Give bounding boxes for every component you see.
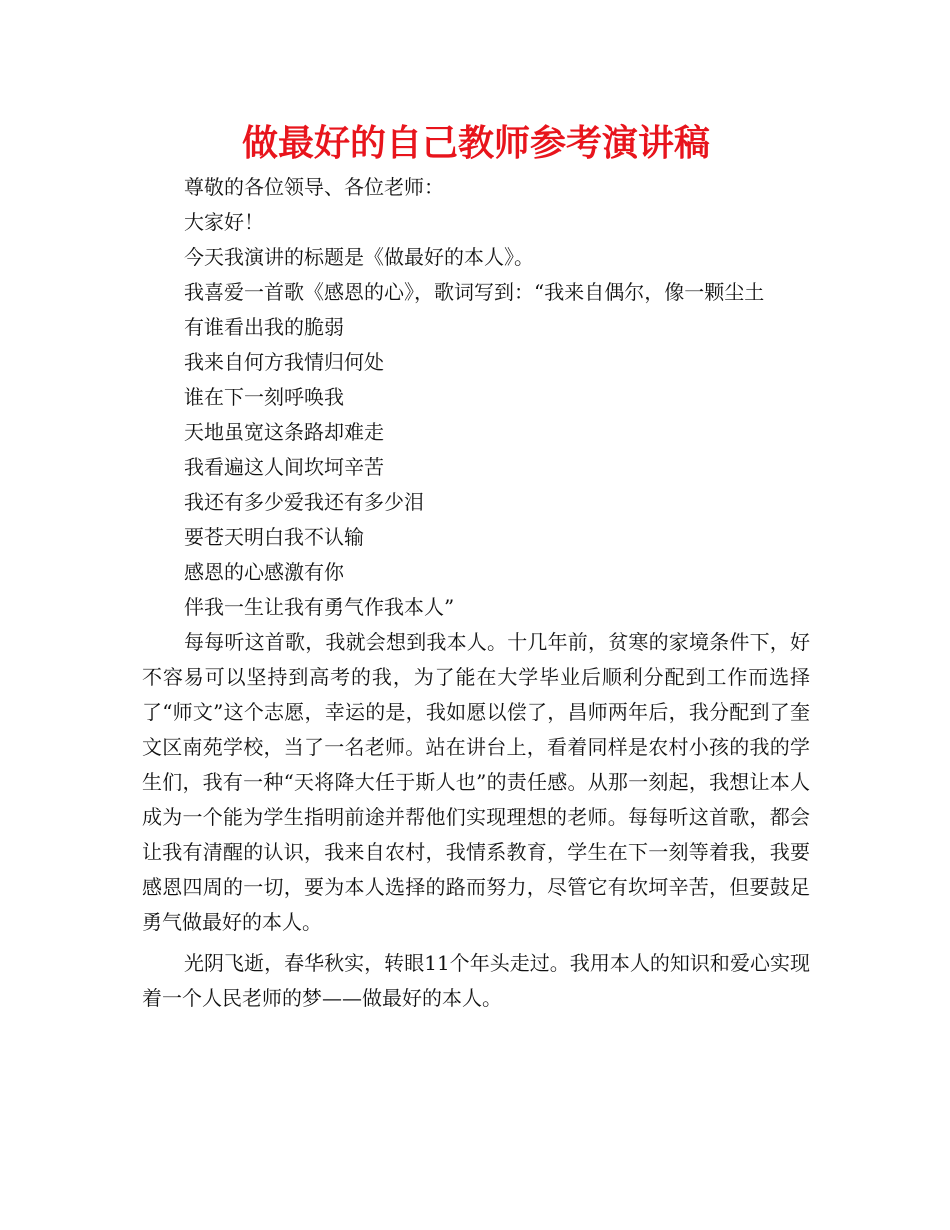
document-page [142, 118, 810, 1016]
lyric-line: 我还有多少爱我还有多少泪 [184, 490, 424, 514]
lyric-line: 我看遍这人间坎坷辛苦 [184, 455, 384, 479]
document-body [142, 170, 810, 1016]
lyric-line: 天地虽宽这条路却难走 [184, 420, 384, 444]
lyric-line: 伴我一生让我有勇气作我本人” [184, 595, 455, 619]
lyric-line: 我来自何方我情归何处 [184, 350, 384, 374]
greeting-paragraph: 大家好！ [184, 210, 264, 234]
body-paragraph: 每每听这首歌，我就会想到我本人。十几年前，贫寒的家境条件下，好不容易可以坚持到高考的我，为了能在大学毕业后顺利分配到工作而选择了“师文”这个志愿，幸运的是，我如愿以偿了，昌师两年后，我分配到了奎文区南苑学校，当了一名老师。站在讲台上，看着同样是农村小孩的我的学生们，我有一种“天将降大任于斯人也”的责任感。从那一刻起，我想让本人成为一个能为学生指明前途并帮他们实现理想的老师。每每听这首歌，都会让我有清醒的认识，我来自农村，我情系教育，学生在下一刻等着我，我要感恩四周的一切，要为本人选择的路而努力，尽管它有坎坷辛苦，但要鼓足勇气做最好的本人。 [142, 630, 810, 934]
lyric-line: 感恩的心感激有你 [184, 560, 344, 584]
document-title: 做最好的自己教师参考演讲稿 [241, 123, 710, 164]
lyric-line: 谁在下一刻呼唤我 [184, 385, 344, 409]
song-intro-paragraph: 我喜爱一首歌《感恩的心》，歌词写到：“我来自偶尔，像一颗尘土 [184, 280, 765, 304]
body-paragraph: 光阴飞逝，春华秋实，转眼11个年头走过。我用本人的知识和爱心实现着一个人民老师的梦——做最好的本人。 [142, 951, 810, 1010]
lyric-line: 要苍天明白我不认输 [184, 525, 364, 549]
salutation-paragraph: 尊敬的各位领导、各位老师： [184, 175, 444, 199]
lyric-line: 有谁看出我的脆弱 [184, 315, 344, 339]
topic-paragraph: 今天我演讲的标题是《做最好的本人》。 [184, 245, 534, 269]
